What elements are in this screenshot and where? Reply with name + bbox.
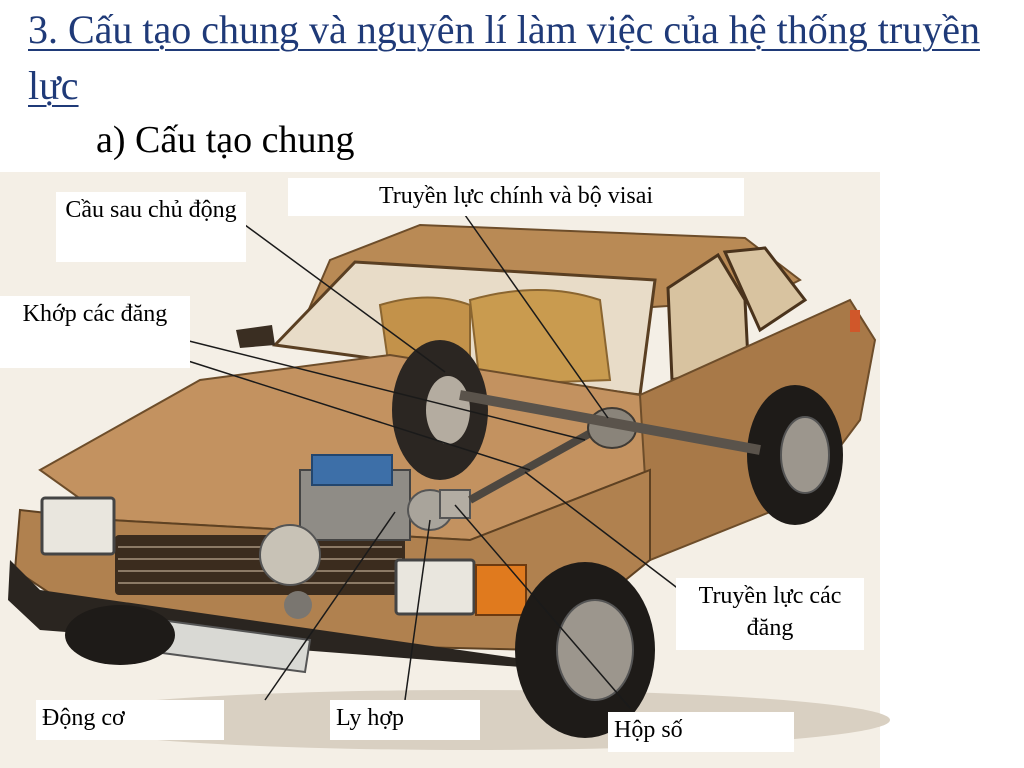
label-gearbox: Hộp số xyxy=(608,712,794,752)
headlight-right xyxy=(396,560,474,614)
label-universal-joint: Khớp các đăng xyxy=(0,296,190,368)
front-grille xyxy=(115,535,405,595)
wheel-rear-right xyxy=(747,385,843,525)
label-rear-axle: Cầu sau chủ động xyxy=(56,192,246,262)
label-engine: Động cơ xyxy=(36,700,224,740)
spare-wheel xyxy=(392,340,488,480)
tail-light xyxy=(850,310,860,332)
label-cardan-shaft: Truyền lực các đăng xyxy=(676,578,864,650)
slide-title: 3. Cấu tạo chung và nguyên lí làm việc của hệ thống truyền lực xyxy=(28,7,980,108)
wheel-front-left xyxy=(65,605,175,665)
indicator-right xyxy=(476,565,526,615)
headlight-left xyxy=(42,498,114,554)
label-final-drive-differential: Truyền lực chính và bộ visai xyxy=(288,178,744,216)
slide-subtitle: a) Cấu tạo chung xyxy=(96,119,355,161)
label-clutch: Ly hợp xyxy=(330,700,480,740)
